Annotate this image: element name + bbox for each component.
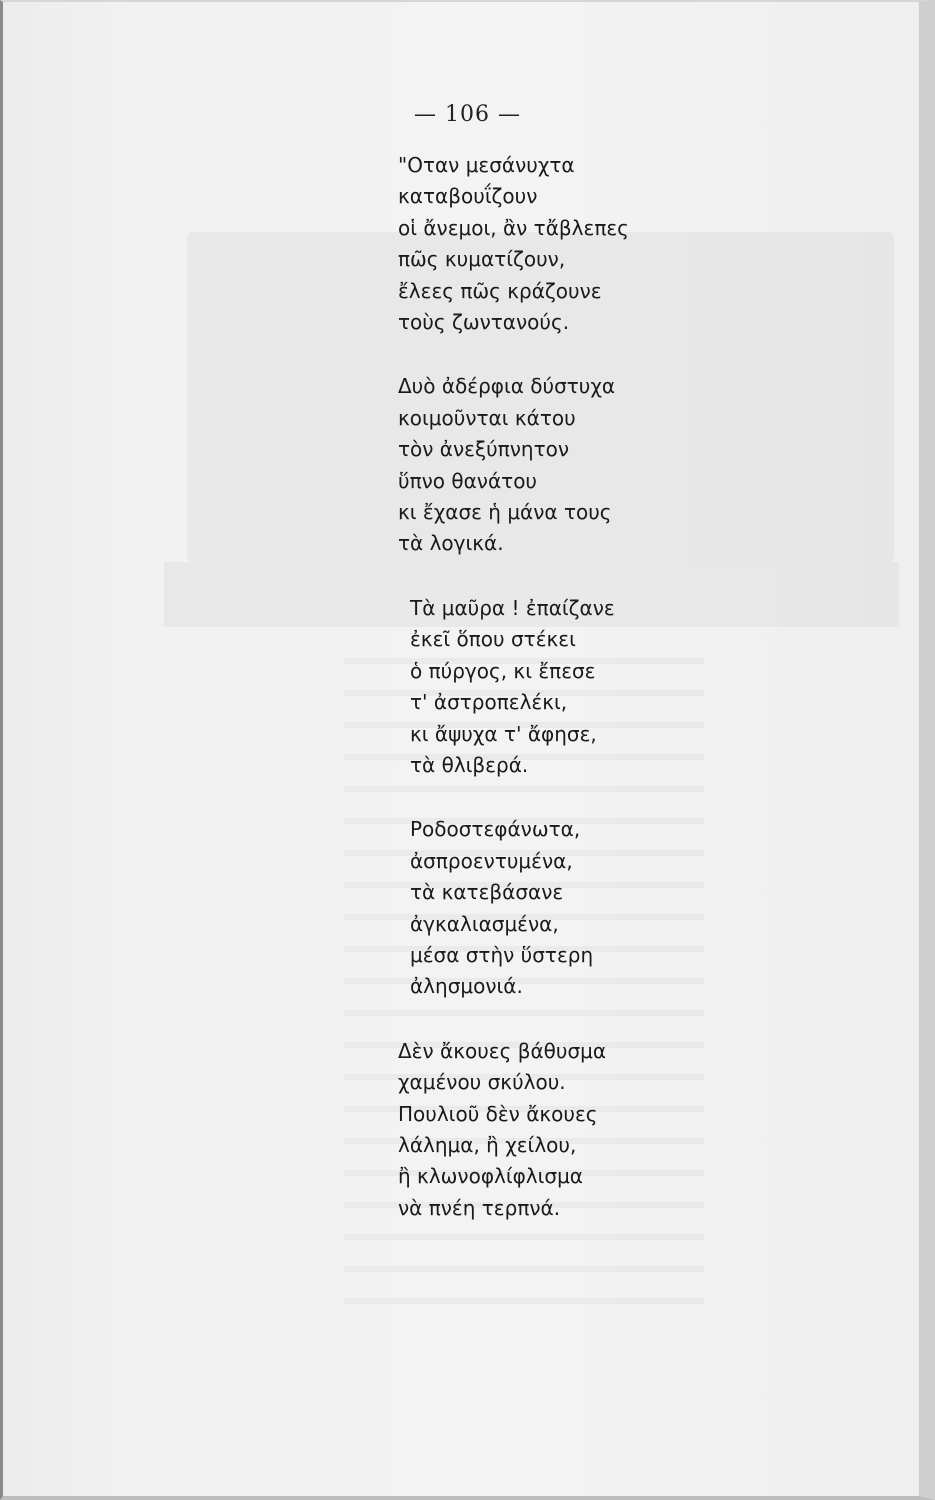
poem-line: κοιμοῦνται κάτου	[398, 405, 576, 430]
poem-line: οἱ ἄνεμοι, ἂν τἄβλεπες	[398, 215, 629, 240]
poem-line: τοὺς ζωντανούς.	[398, 310, 570, 335]
poem-line: Τὰ μαῦρα ! ἐπαίζανε	[410, 595, 615, 620]
poem-line: ἀσπροεντυμένα,	[410, 848, 573, 873]
poem-line: πῶς κυματίζουν,	[398, 247, 566, 272]
poem-line: ἀγκαλιασμένα,	[410, 911, 559, 936]
poem-line: ἢ κλωνοφλίφλισμα	[398, 1164, 583, 1189]
poem-line: Ροδοστεφάνωτα,	[410, 817, 581, 842]
poem-line: νὰ πνέη τερπνά.	[398, 1195, 561, 1220]
poem-line: τ' ἀστροπελέκι,	[410, 690, 568, 715]
stanza	[410, 814, 629, 1002]
poem-line: τὰ κατεβάσανε	[410, 880, 564, 905]
poem-line: τὸν ἀνεξύπνητον	[398, 437, 570, 462]
poem-line: Πουλιοῦ δὲν ἄκουες	[398, 1101, 598, 1126]
poem-line: ὁ πύργος, κι ἔπεσε	[410, 658, 596, 683]
stanza	[398, 1036, 629, 1224]
poem-line: ὕπνο θανάτου	[398, 468, 538, 493]
poem-line: ἀλησμονιά.	[410, 974, 523, 999]
page-number: — 106 —	[414, 102, 521, 127]
poem-line: Δὲν ἄκουες βάθυσμα	[398, 1038, 607, 1063]
poem-line: λάλημα, ἢ χείλου,	[398, 1132, 577, 1157]
poem-line: ἔλεες πῶς κράζουνε	[398, 278, 602, 303]
poem-line: κι ἔχασε ἡ μάνα τους	[398, 500, 612, 525]
poem-line: "Οταν μεσάνυχτα	[398, 153, 575, 177]
stanza	[410, 593, 629, 781]
poem-line: Δυὸ ἀδέρφια δύστυχα	[398, 374, 616, 399]
stanza	[398, 371, 629, 559]
poem-line: χαμένου σκύλου.	[398, 1070, 566, 1095]
poem	[398, 150, 629, 1257]
poem-line: τὰ θλιβερά.	[410, 752, 529, 777]
poem-line: ἐκεῖ ὅπου στέκει	[410, 627, 576, 652]
poem-line: μέσα στὴν ὕστερη	[410, 942, 594, 967]
poem-line: κι ἄψυχα τ' ἄφησε,	[410, 721, 597, 746]
poem-line: καταβουΐζουν	[398, 184, 538, 209]
poem-line: τὰ λογικά.	[398, 531, 504, 556]
stanza	[398, 150, 629, 338]
